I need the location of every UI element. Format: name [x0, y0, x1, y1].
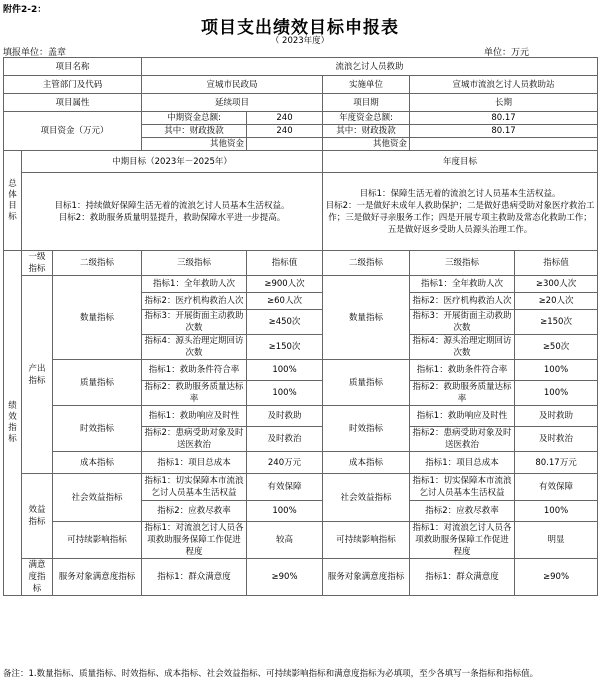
annual-level2-indicator: 服务对象满意度指标 — [323, 559, 410, 596]
mid-indicator-value: 100% — [247, 501, 323, 522]
footnote: 备注：1.数量指标、质量指标、时效指标、成本指标、社会效益指标、可持续影响指标和满意度指标为必填项，至少各填写一条指标和指标值。 — [3, 669, 539, 679]
mid-total-value: 240 — [247, 112, 323, 125]
annual-level3-header: 三级指标 — [410, 251, 515, 276]
annual-indicator-value: 及时救助 — [515, 406, 598, 427]
annual-indicator-value: 及时救治 — [515, 427, 598, 452]
mid-level3-indicator: 指标1：救助响应及时性 — [142, 406, 247, 427]
annual-indicator-value: 有效保障 — [515, 474, 598, 501]
annual-level3-indicator: 指标2：救助服务质量达标率 — [410, 381, 515, 406]
mid-level3-indicator: 指标1：切实保障本市流浪乞讨人员基本生活权益 — [142, 474, 247, 501]
mid-indicator-value: 及时救助 — [247, 406, 323, 427]
mid-level2-indicator: 可持续影响指标 — [53, 522, 142, 559]
annual-level3-indicator: 指标3：开展街面主动救助次数 — [410, 310, 515, 335]
annual-level3-indicator: 指标1：对流浪乞讨人员各项救助服务保障工作促进程度 — [410, 522, 515, 559]
mid-total-label: 中期资金总额: — [142, 112, 247, 125]
mid-level3-indicator: 指标1：救助条件符合率 — [142, 360, 247, 381]
annual-indicator-value: ≥150次 — [515, 310, 598, 335]
mid-indicator-value: 100% — [247, 360, 323, 381]
annual-level2-indicator: 社会效益指标 — [323, 474, 410, 522]
annual-level3-indicator: 指标1：群众满意度 — [410, 559, 515, 596]
annual-value-header: 指标值 — [515, 251, 598, 276]
annual-level3-indicator: 指标2：患病受助对象及时送医救治 — [410, 427, 515, 452]
output-indicator-label-text: 产出指标 — [28, 363, 46, 386]
annual-total-value: 80.17 — [410, 112, 598, 125]
annual-total-label: 年度资金总额: — [323, 112, 410, 125]
annual-level3-indicator: 指标1：全年救助人次 — [410, 276, 515, 293]
annual-level3-indicator: 指标1：切实保障本市流浪乞讨人员基本生活权益 — [410, 474, 515, 501]
attr-value: 延续项目 — [142, 94, 323, 112]
mid-indicator-value: 有效保障 — [247, 474, 323, 501]
impl-value: 宣城市流浪乞讨人员救助站 — [410, 76, 598, 94]
annual-level3-indicator: 指标1：救助响应及时性 — [410, 406, 515, 427]
mid-level2-indicator: 质量指标 — [53, 360, 142, 406]
overall-goal-label-text: 总体目标 — [8, 178, 17, 222]
mid-level3-indicator: 指标1：对流浪乞讨人员各项救助服务保障工作促进程度 — [142, 522, 247, 559]
annual-level2-header: 二级指标 — [323, 251, 410, 276]
annual-indicator-value: ≥20人次 — [515, 293, 598, 310]
mid-level3-indicator: 指标2：医疗机构救治人次 — [142, 293, 247, 310]
mid-indicator-value: 240万元 — [247, 452, 323, 474]
mid-goal-header: 中期目标（2023年－2025年） — [22, 151, 323, 173]
annual-fiscal-label: 其中：财政拨款 — [323, 125, 410, 138]
attachment-label: 附件2-2： — [3, 5, 47, 15]
annual-indicator-value: 100% — [515, 501, 598, 522]
annual-indicator-value: ≥90% — [515, 559, 598, 596]
annual-indicator-value: ≥300人次 — [515, 276, 598, 293]
dept-label: 主管部门及代码 — [4, 76, 142, 94]
money-unit: 单位：万元 — [484, 48, 530, 58]
perf-section-label-text: 绩效指标 — [8, 401, 17, 444]
perf-section-label — [4, 251, 22, 596]
satisfaction-indicator-label-text: 满意度指标 — [28, 560, 46, 594]
annual-indicator-value: ≥50次 — [515, 335, 598, 360]
funds-label-text: 项目资金（万元） — [40, 126, 109, 136]
mid-level3-indicator: 指标1：项目总成本 — [142, 452, 247, 474]
year-label: （ 2023年度） — [270, 36, 330, 46]
mid-value-header: 指标值 — [247, 251, 323, 276]
mid-indicator-value: ≥150次 — [247, 335, 323, 360]
reporting-unit: 填报单位：盖章 — [3, 48, 67, 58]
benefit-indicator-label — [22, 474, 53, 559]
dept-value: 宣城市民政局 — [142, 76, 323, 94]
mid-indicator-value: ≥900人次 — [247, 276, 323, 293]
mid-other-value — [247, 138, 323, 151]
funds-label — [4, 112, 142, 151]
mid-fiscal-label: 其中：财政拨款 — [142, 125, 247, 138]
annual-level3-indicator: 指标2：应救尽救率 — [410, 501, 515, 522]
annual-level2-indicator: 质量指标 — [323, 360, 410, 406]
mid-level2-header: 二级指标 — [53, 251, 142, 276]
annual-indicator-value: 100% — [515, 381, 598, 406]
mid-level3-header: 三级指标 — [142, 251, 247, 276]
annual-level2-indicator: 时效指标 — [323, 406, 410, 452]
overall-goal-label — [4, 151, 22, 251]
annual-level3-indicator: 指标1：项目总成本 — [410, 452, 515, 474]
mid-indicator-value: ≥450次 — [247, 310, 323, 335]
mid-level2-indicator: 成本指标 — [53, 452, 142, 474]
level1-header — [22, 251, 53, 276]
form-title: 项目支出绩效目标申报表 — [201, 18, 399, 38]
period-label: 项目期 — [323, 94, 410, 112]
performance-form-table — [3, 57, 598, 596]
satisfaction-indicator-label — [22, 559, 53, 596]
annual-indicator-value: 100% — [515, 360, 598, 381]
mid-indicator-value: ≥90% — [247, 559, 323, 596]
output-indicator-label — [22, 276, 53, 474]
annual-level3-indicator: 指标1：救助条件符合率 — [410, 360, 515, 381]
annual-level3-indicator: 指标4：源头治理定期回访次数 — [410, 335, 515, 360]
annual-other-value — [410, 138, 598, 151]
annual-goal-header: 年度目标 — [323, 151, 598, 173]
annual-indicator-value: 80.17万元 — [515, 452, 598, 474]
attr-label: 项目属性 — [4, 94, 142, 112]
mid-indicator-value: ≥60人次 — [247, 293, 323, 310]
mid-goal-text: 目标1：持续做好保障生活无着的流浪乞讨人员基本生活权益。 目标2：救助服务质量明显提升，救助保障水平进一步提高。 — [22, 173, 323, 251]
mid-level3-indicator: 指标2：患病受助对象及时送医救治 — [142, 427, 247, 452]
project-name-label: 项目名称 — [4, 58, 142, 76]
level1-header-text: 一级指标 — [28, 252, 46, 274]
benefit-indicator-label-text: 效益指标 — [28, 505, 46, 527]
mid-level3-indicator: 指标4：源头治理定期回访次数 — [142, 335, 247, 360]
period-value: 长期 — [410, 94, 598, 112]
annual-level2-indicator: 成本指标 — [323, 452, 410, 474]
mid-level3-indicator: 指标2：应救尽救率 — [142, 501, 247, 522]
annual-fiscal-value: 80.17 — [410, 125, 598, 138]
mid-level3-indicator: 指标2：救助服务质量达标率 — [142, 381, 247, 406]
annual-indicator-value: 明显 — [515, 522, 598, 559]
mid-level2-indicator: 服务对象满意度指标 — [53, 559, 142, 596]
annual-goal-text: 目标1：保障生活无着的流浪乞讨人员基本生活权益。 目标2：一是做好未成年人救助保护；二是做好患病受助对象医疗救治工作；三是做好寻亲服务工作；四是开展专项主救助及常态化救助工作；五是做好返乡受助人员源头治理工作。 — [323, 173, 598, 251]
annual-level3-indicator: 指标2：医疗机构救治人次 — [410, 293, 515, 310]
mid-indicator-value: 及时救治 — [247, 427, 323, 452]
mid-indicator-value: 较高 — [247, 522, 323, 559]
mid-level3-indicator: 指标1：全年救助人次 — [142, 276, 247, 293]
mid-fiscal-value: 240 — [247, 125, 323, 138]
annual-level2-indicator: 可持续影响指标 — [323, 522, 410, 559]
mid-level3-indicator: 指标1：群众满意度 — [142, 559, 247, 596]
mid-other-label: 其他资金 — [142, 138, 247, 151]
annual-level2-indicator: 数量指标 — [323, 276, 410, 360]
mid-level3-indicator: 指标3：开展街面主动救助次数 — [142, 310, 247, 335]
project-name-value: 流浪乞讨人员救助 — [142, 58, 598, 76]
mid-level2-indicator: 社会效益指标 — [53, 474, 142, 522]
mid-indicator-value: 100% — [247, 381, 323, 406]
annual-other-label: 其他资金 — [323, 138, 410, 151]
mid-level2-indicator: 时效指标 — [53, 406, 142, 452]
impl-label: 实施单位 — [323, 76, 410, 94]
mid-level2-indicator: 数量指标 — [53, 276, 142, 360]
